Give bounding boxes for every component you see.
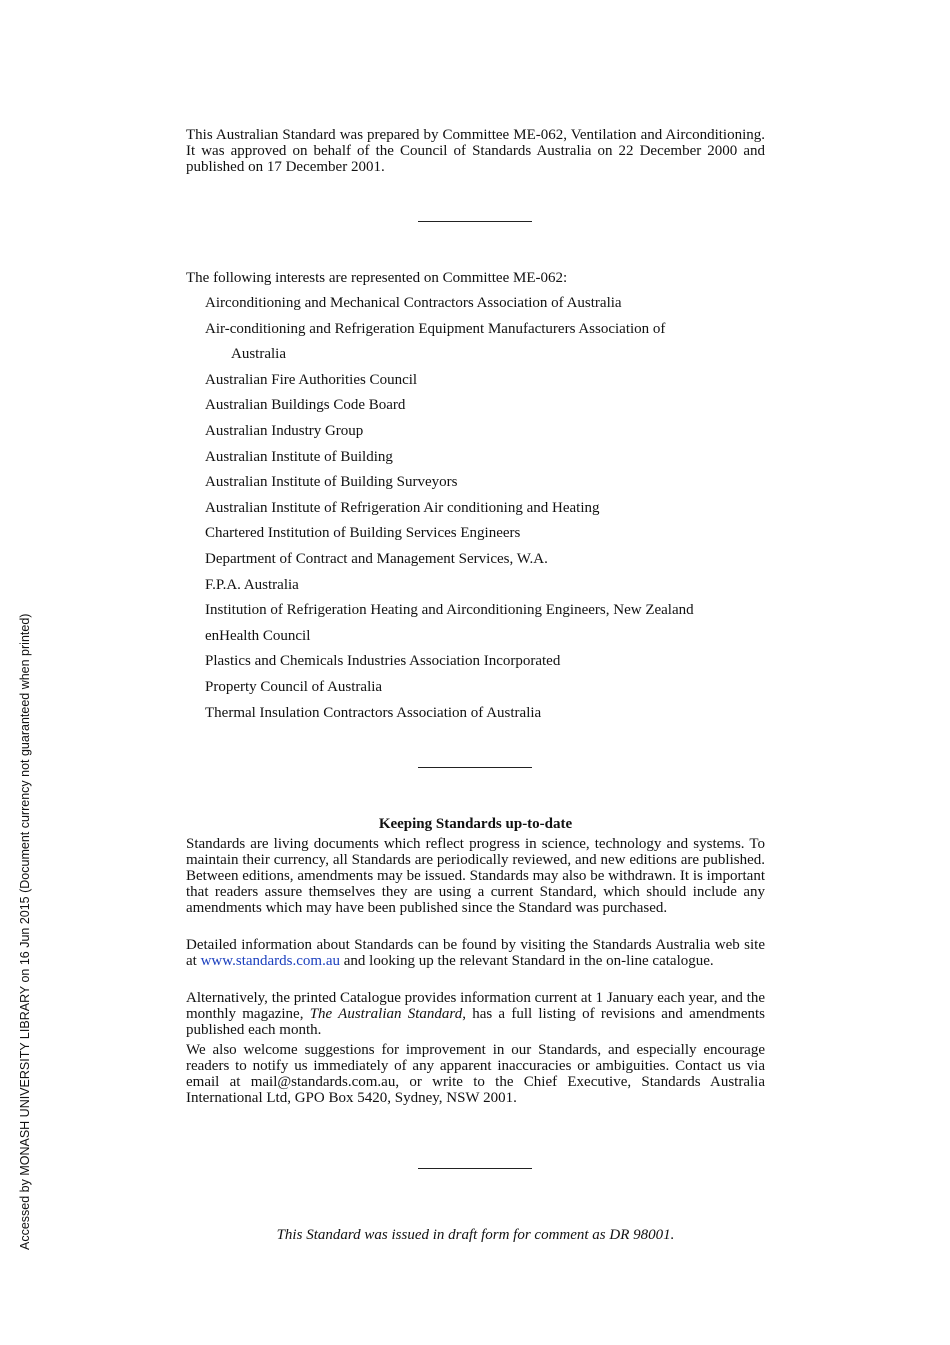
list-item: Australian Fire Authorities Council — [205, 371, 418, 388]
list-item: Australian Institute of Refrigeration Air conditioning and Heating — [205, 499, 600, 516]
list-item: Plastics and Chemicals Industries Association Incorporated — [205, 653, 561, 670]
list-item: Australian Buildings Code Board — [205, 397, 406, 414]
list-item: Airconditioning and Mechanical Contractors Association of Australia — [205, 295, 622, 311]
list-item: Department of Contract and Management Services, W.A. — [205, 550, 548, 567]
section-divider — [418, 767, 532, 768]
list-item-continuation: Australia — [231, 346, 286, 363]
living-documents-paragraph: Standards are living documents which reflect progress in science, technology and systems. To maintain their currency, all Standards are periodically reviewed, and new editions are published. Between editions, amendments may be issued. Standards may also be withdrawn. It is important that readers assure themselves they are using a current Standard, which should include any amendments which may have been published since the Standard was purchased. — [186, 836, 765, 916]
section-divider — [418, 1168, 532, 1169]
catalogue-text-after: , has a full listing of revisions and amendments published each month. — [186, 1006, 765, 1038]
list-item: Australian Institute of Building — [205, 448, 393, 465]
website-paragraph — [186, 937, 765, 969]
access-watermark: Accessed by MONASH UNIVERSITY LIBRARY on 16 Jun 2015 (Document currency not guaranteed when printed) — [18, 613, 32, 1250]
list-item: enHealth Council — [205, 627, 311, 644]
draft-note: This Standard was issued in draft form for comment as DR 98001. — [276, 1227, 675, 1243]
committee-intro: The following interests are represented on Committee ME-062: — [186, 270, 568, 286]
list-item: F.P.A. Australia — [205, 576, 299, 593]
list-item-line: Air-conditioning and Refrigeration Equipment Manufacturers Association of — [205, 320, 666, 337]
list-item: Property Council of Australia — [205, 678, 383, 695]
approval-paragraph: This Australian Standard was prepared by Committee ME-062, Ventilation and Airconditioning. It was approved on behalf of the Council of Standards Australia on 22 December 2000 and published on 17 December 2001. — [186, 127, 765, 175]
keeping-standards-heading: Keeping Standards up-to-date — [378, 816, 573, 832]
list-item: Chartered Institution of Building Services Engineers — [205, 525, 521, 542]
list-item: Australian Industry Group — [205, 422, 364, 439]
list-item — [205, 317, 775, 368]
list-item: Thermal Insulation Contractors Association of Australia — [205, 704, 542, 721]
list-item: Institution of Refrigeration Heating and Airconditioning Engineers, New Zealand — [205, 602, 694, 619]
website-text-before: Detailed information about Standards can be found by visiting the Standards Australia web site at — [186, 937, 765, 969]
list-item: Australian Institute of Building Surveyors — [205, 474, 458, 491]
section-divider — [418, 221, 532, 222]
feedback-paragraph: We also welcome suggestions for improvement in our Standards, and especially encourage readers to notify us immediately of any apparent inaccuracies or ambiguities. Contact us via email at mail@standards.com.au, or write to the Chief Executive, Standards Australia International Ltd, GPO Box 5420, Sydney, NSW 2001. — [186, 1042, 765, 1106]
catalogue-paragraph — [186, 990, 765, 1038]
committee-member-list — [205, 291, 775, 726]
catalogue-text-before: Alternatively, the printed Catalogue provides information current at 1 January each year, and the monthly magazine, — [186, 990, 765, 1022]
magazine-title: The Australian Standard — [309, 1006, 463, 1022]
standards-website-link[interactable]: www.standards.com.au — [200, 953, 340, 969]
website-text-after: and looking up the relevant Standard in the on-line catalogue. — [340, 953, 714, 969]
